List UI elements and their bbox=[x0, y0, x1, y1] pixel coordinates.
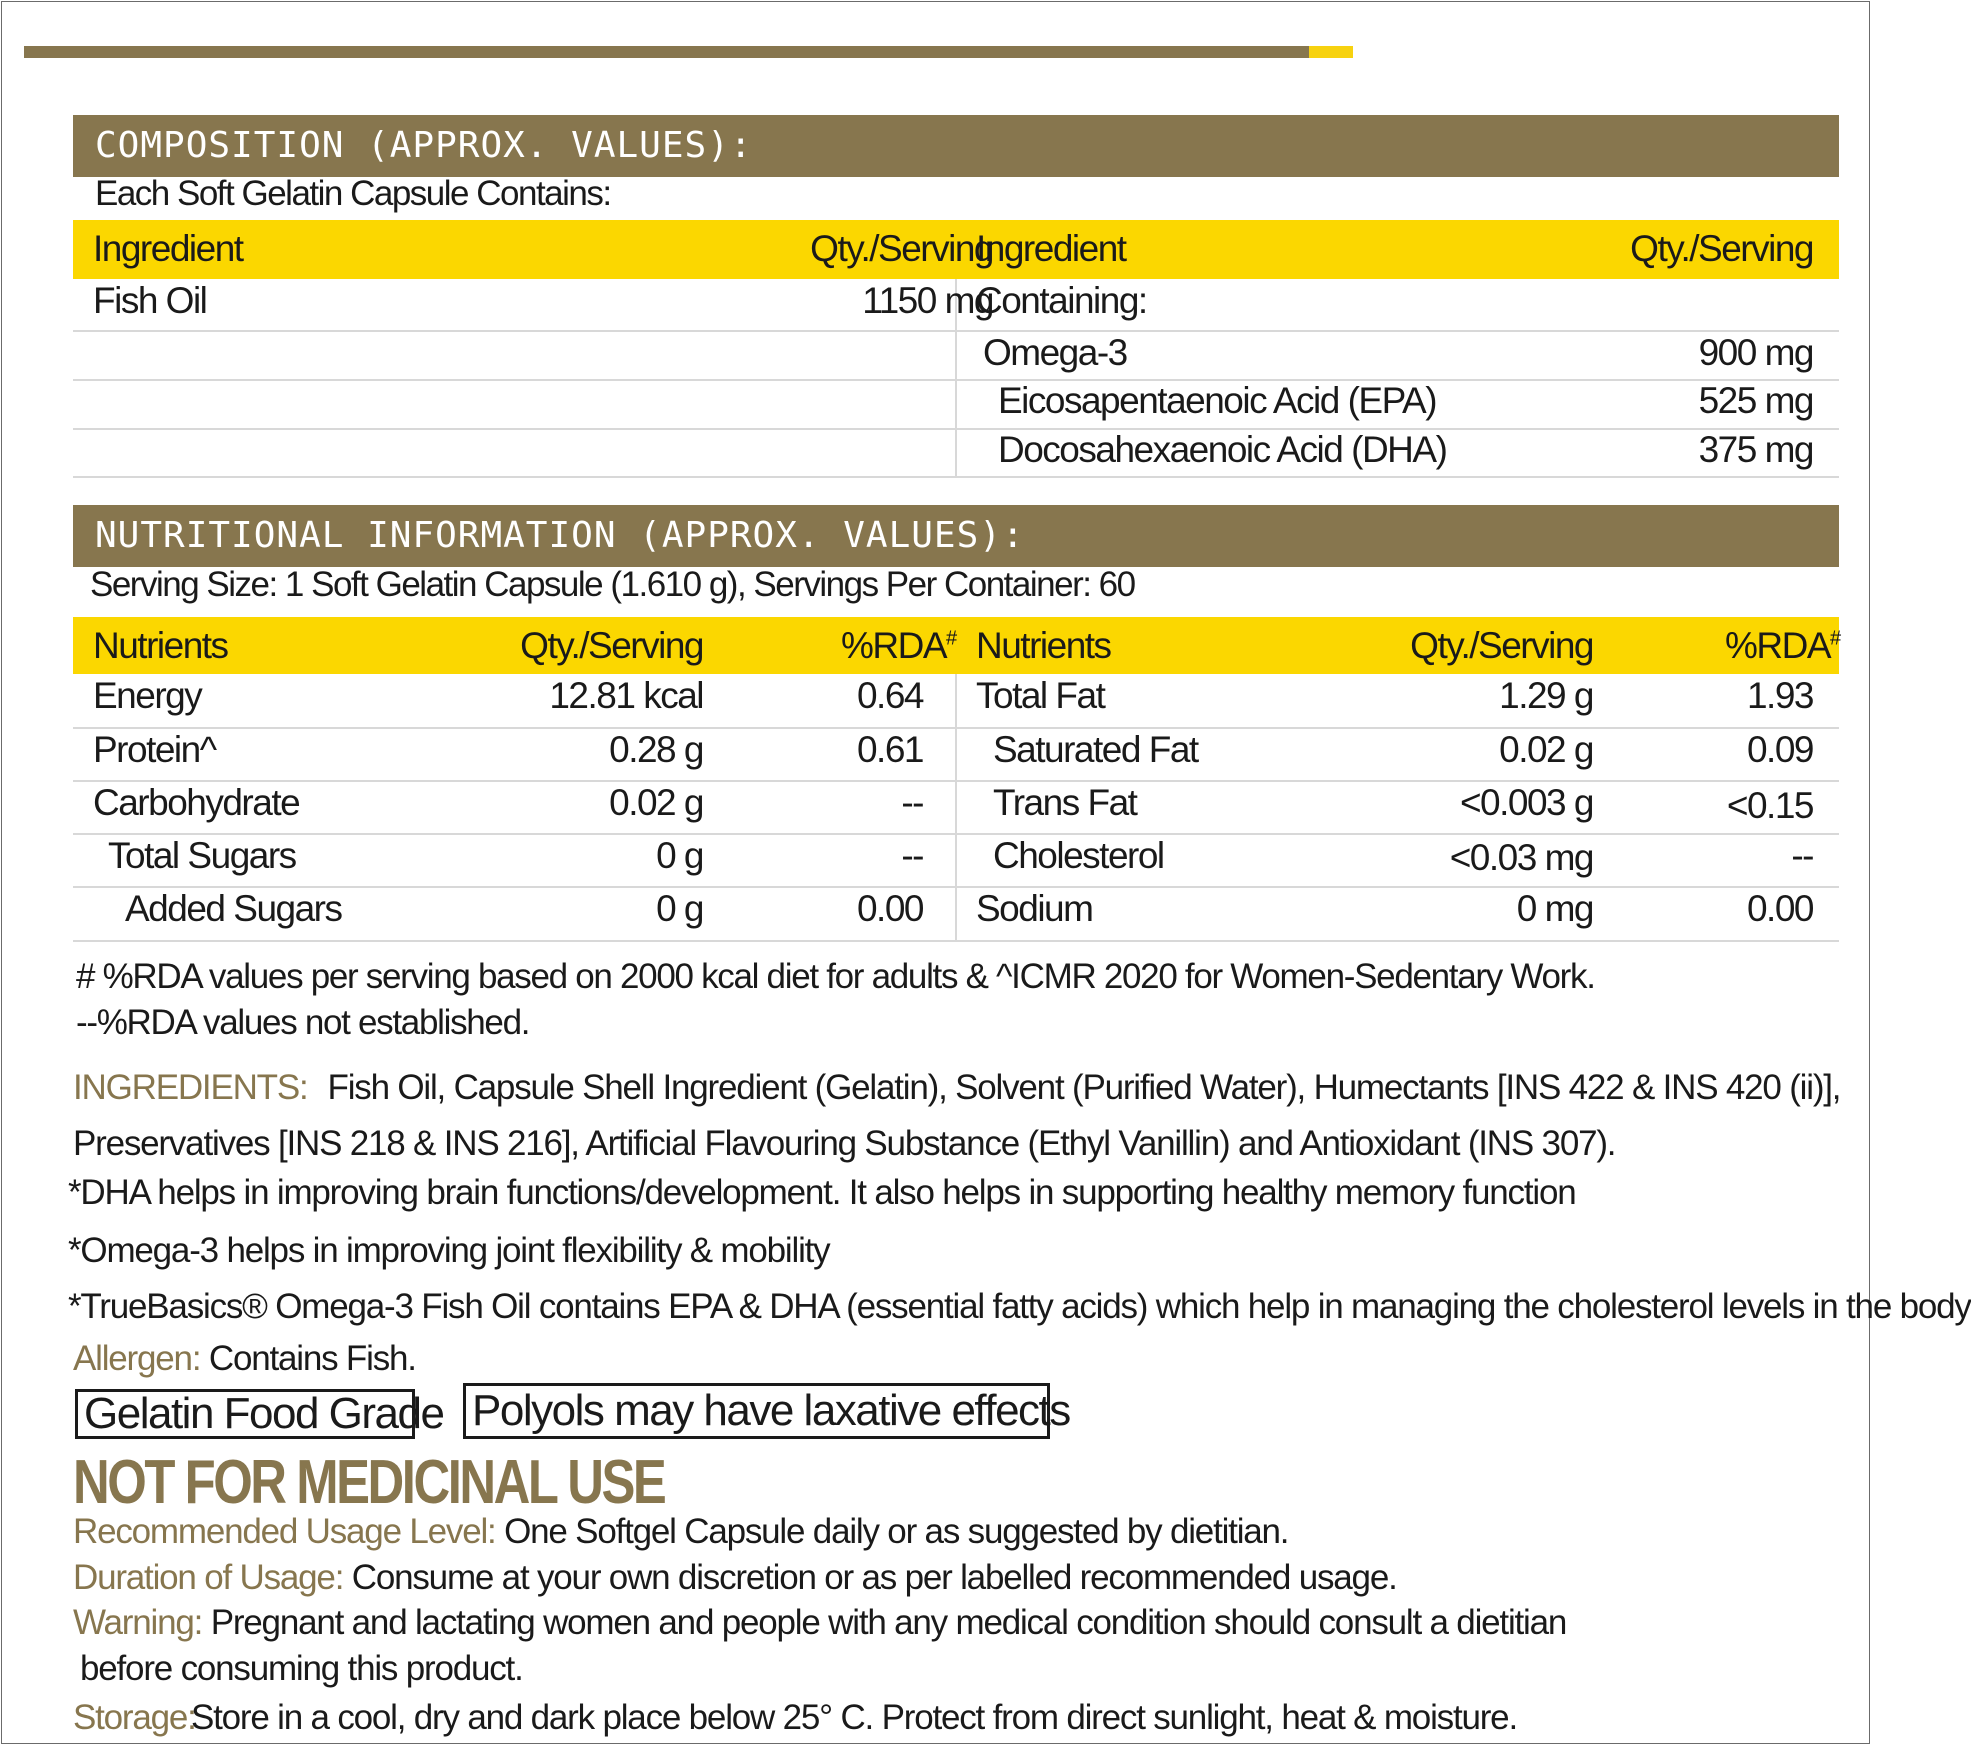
row-divider bbox=[73, 940, 1839, 942]
nutrient-saturated-fat: Saturated Fat bbox=[993, 729, 1198, 770]
nutrient-total-sugars-rda: -- bbox=[901, 835, 923, 876]
nutrient-sodium: Sodium bbox=[976, 888, 1093, 929]
nutrient-total-fat: Total Fat bbox=[976, 675, 1105, 716]
claim-cholesterol: *TrueBasics® Omega-3 Fish Oil contains EPA & DHA (essential fatty acids) which help in managing the cholesterol levels in the body bbox=[68, 1287, 1971, 1326]
header-rda-right bbox=[1725, 625, 1840, 667]
nutrient-carbohydrate-qty: 0.02 g bbox=[609, 782, 703, 823]
ingredients-label: INGREDIENTS: bbox=[73, 1068, 308, 1107]
ingredients-line-1 bbox=[73, 1068, 1841, 1108]
allergen-text: Contains Fish. bbox=[208, 1339, 416, 1378]
row-divider bbox=[73, 476, 1839, 478]
top-accent-bar bbox=[1309, 46, 1353, 58]
nutrient-trans-fat-rda: <0.15 bbox=[1726, 785, 1813, 826]
nutrition-table bbox=[73, 617, 1839, 945]
top-decorative-bar bbox=[24, 46, 1309, 58]
nutrient-added-sugars-rda: 0.00 bbox=[856, 888, 923, 929]
nutrient-saturated-fat-rda: 0.09 bbox=[1746, 729, 1813, 770]
duration-of-usage-text: Consume at your own discretion or as per labelled recommended usage. bbox=[351, 1558, 1397, 1597]
composition-title: COMPOSITION (APPROX. VALUES): bbox=[73, 115, 1839, 177]
nutrient-saturated-fat-qty: 0.02 g bbox=[1499, 729, 1593, 770]
nutrient-cholesterol-rda: -- bbox=[1791, 835, 1813, 876]
header-nutrients-left: Nutrients bbox=[93, 625, 228, 666]
warning-line bbox=[73, 1603, 1566, 1643]
composition-subtitle: Each Soft Gelatin Capsule Contains: bbox=[95, 174, 611, 213]
rda-mark: # bbox=[946, 627, 956, 650]
storage-line-clipped bbox=[73, 1698, 1773, 1737]
recommended-usage-text: One Softgel Capsule daily or as suggested by dietitian. bbox=[504, 1512, 1289, 1551]
nutrition-title: NUTRITIONAL INFORMATION (APPROX. VALUES): bbox=[73, 505, 1839, 567]
gelatin-food-grade-badge: Gelatin Food Grade bbox=[75, 1389, 415, 1439]
rda-mark: # bbox=[1830, 627, 1840, 650]
nutrient-carbohydrate: Carbohydrate bbox=[93, 782, 300, 823]
recommended-usage-label: Recommended Usage Level: bbox=[73, 1512, 496, 1551]
ingredients-text-2: Preservatives [INS 218 & INS 216], Artificial Flavouring Substance (Ethyl Vanillin) and Antioxidant (INS 307). bbox=[73, 1124, 1616, 1163]
table-row-epa-qty: 525 mg bbox=[1698, 380, 1813, 421]
nutrient-added-sugars: Added Sugars bbox=[125, 888, 342, 929]
nutrient-total-fat-qty: 1.29 g bbox=[1499, 675, 1593, 716]
composition-table bbox=[73, 220, 1839, 478]
warning-text-1: Pregnant and lactating women and people with any medical condition should consult a dietitian bbox=[210, 1603, 1567, 1642]
polyols-warning-badge: Polyols may have laxative effects bbox=[463, 1383, 1050, 1439]
header-qty-right: Qty./Serving bbox=[1410, 625, 1593, 666]
header-rda-left bbox=[841, 625, 956, 667]
rda-not-established-note: --%RDA values not established. bbox=[76, 1003, 530, 1042]
duration-of-usage-line bbox=[73, 1558, 1397, 1598]
header-ingredient-left: Ingredient bbox=[93, 228, 243, 269]
table-row-dha-name: Docosahexaenoic Acid (DHA) bbox=[998, 429, 1447, 470]
nutrient-protein-rda: 0.61 bbox=[856, 729, 923, 770]
recommended-usage-line bbox=[73, 1512, 1288, 1552]
header-qty-left: Qty./Serving bbox=[810, 228, 993, 269]
warning-label: Warning: bbox=[73, 1603, 203, 1642]
nutrient-cholesterol-qty: <0.03 mg bbox=[1449, 837, 1593, 878]
nutrient-protein: Protein^ bbox=[93, 729, 216, 770]
nutrient-sodium-qty: 0 mg bbox=[1516, 888, 1593, 929]
nutrient-sodium-rda: 0.00 bbox=[1746, 888, 1813, 929]
table-row-omega3-qty: 900 mg bbox=[1698, 332, 1813, 373]
table-row-fish-oil-qty: 1150 mg bbox=[862, 280, 993, 321]
nutrient-protein-qty: 0.28 g bbox=[609, 729, 703, 770]
nutrition-subtitle: Serving Size: 1 Soft Gelatin Capsule (1.610 g), Servings Per Container: 60 bbox=[90, 565, 1135, 604]
composition-table-header bbox=[73, 220, 1839, 279]
nutrient-cholesterol: Cholesterol bbox=[993, 835, 1164, 876]
nutrient-total-fat-rda: 1.93 bbox=[1746, 675, 1813, 716]
storage-label: Storage: bbox=[73, 1698, 196, 1737]
ingredients-text-1: Fish Oil, Capsule Shell Ingredient (Gelatin), Solvent (Purified Water), Humectants [INS 422 & INS 420 (ii)], bbox=[327, 1068, 1841, 1107]
header-ingredient-right: Ingredient bbox=[976, 228, 1126, 269]
nutrient-added-sugars-qty: 0 g bbox=[656, 888, 703, 929]
header-qty-right: Qty./Serving bbox=[1630, 228, 1813, 269]
not-for-medicinal-use: NOT FOR MEDICINAL USE bbox=[73, 1448, 665, 1517]
header-qty-left: Qty./Serving bbox=[520, 625, 703, 666]
nutrient-energy-qty: 12.81 kcal bbox=[549, 675, 703, 716]
claim-omega3: *Omega-3 helps in improving joint flexibility & mobility bbox=[68, 1231, 830, 1270]
table-row-omega3-name: Omega-3 bbox=[983, 332, 1127, 373]
storage-text: Store in a cool, dry and dark place below 25° C. Protect from direct sunlight, heat & moisture. bbox=[191, 1698, 1517, 1737]
nutrient-energy-rda: 0.64 bbox=[856, 675, 923, 716]
nutrient-total-sugars-qty: 0 g bbox=[656, 835, 703, 876]
table-row-fish-oil-name: Fish Oil bbox=[93, 280, 207, 321]
claim-dha: *DHA helps in improving brain functions/development. It also helps in supporting healthy memory function bbox=[68, 1173, 1576, 1212]
header-nutrients-right: Nutrients bbox=[976, 625, 1111, 666]
nutrient-energy: Energy bbox=[93, 675, 202, 716]
rda-text: %RDA bbox=[1725, 625, 1831, 666]
allergen-label: Allergen: bbox=[73, 1339, 201, 1378]
table-row-epa-name: Eicosapentaenoic Acid (EPA) bbox=[998, 380, 1437, 421]
nutrition-table-header bbox=[73, 617, 1839, 674]
allergen-line bbox=[73, 1339, 416, 1379]
nutrient-trans-fat-qty: <0.003 g bbox=[1459, 782, 1593, 823]
nutrient-total-sugars: Total Sugars bbox=[108, 835, 296, 876]
column-divider bbox=[955, 674, 957, 942]
table-row-dha-qty: 375 mg bbox=[1698, 429, 1813, 470]
rda-footnote: # %RDA values per serving based on 2000 kcal diet for adults & ^ICMR 2020 for Women-Sedentary Work. bbox=[76, 957, 1595, 996]
table-row-containing: Containing: bbox=[976, 280, 1147, 321]
rda-text: %RDA bbox=[841, 625, 947, 666]
nutrient-carbohydrate-rda: -- bbox=[901, 782, 923, 823]
nutrient-trans-fat: Trans Fat bbox=[993, 782, 1137, 823]
warning-text-2: before consuming this product. bbox=[80, 1649, 523, 1688]
duration-of-usage-label: Duration of Usage: bbox=[73, 1558, 344, 1597]
